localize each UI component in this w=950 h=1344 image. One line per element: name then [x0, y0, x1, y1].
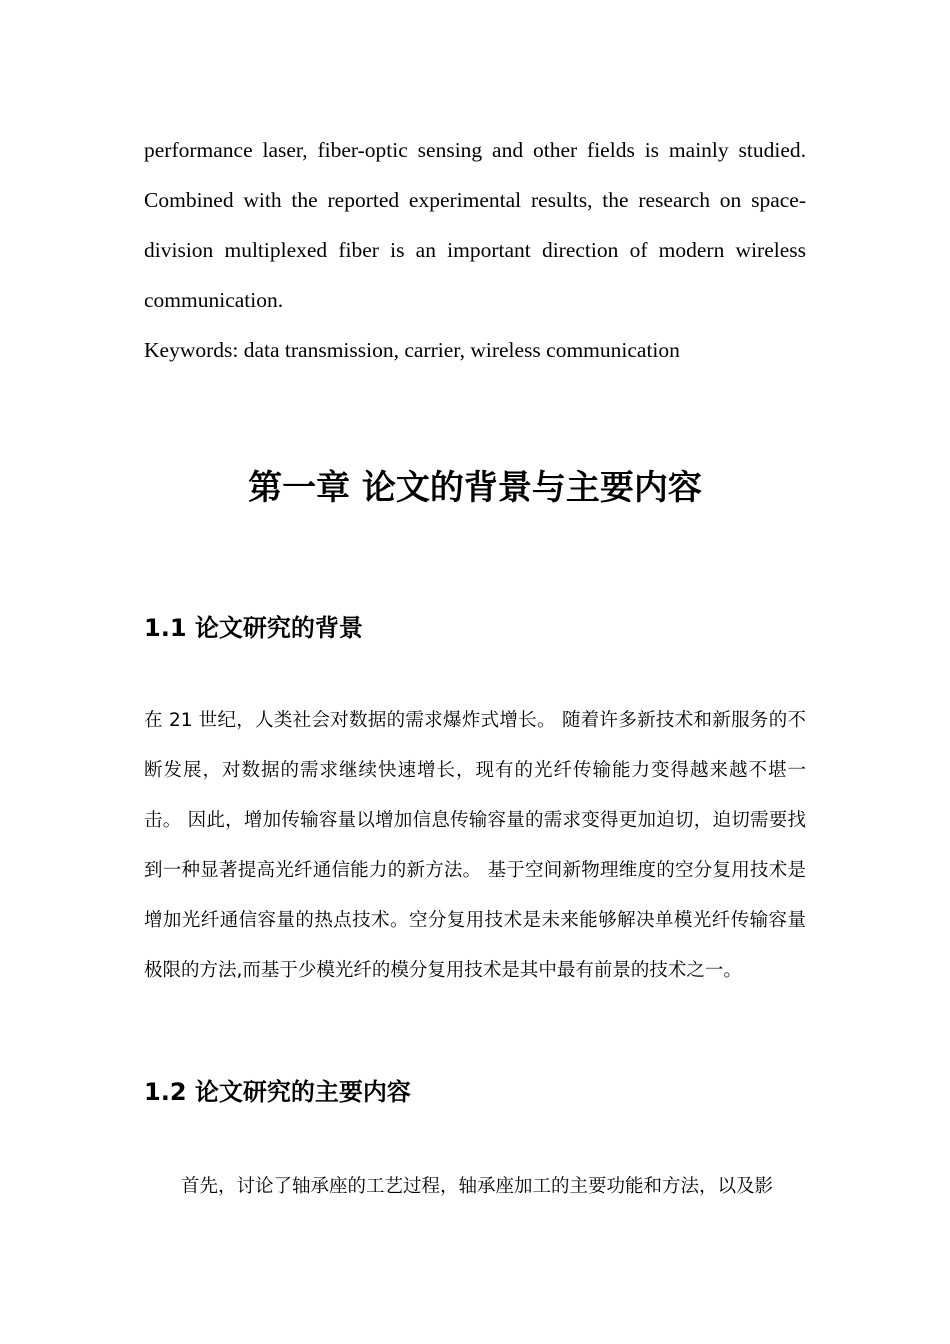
page-content — [144, 125, 806, 1197]
keywords-line: Keywords: data transmission, carrier, wireless communication — [144, 338, 680, 362]
section-1-2-paragraph: 首先，讨论了轴承座的工艺过程，轴承座加工的主要功能和方法，以及影 — [181, 1176, 774, 1197]
chapter-title: 第一章 论文的背景与主要内容 — [248, 468, 702, 508]
section-heading-1-2: 1.2 论文研究的主要内容 — [144, 1078, 411, 1106]
section-heading-1-1: 1.1 论文研究的背景 — [144, 614, 363, 642]
section-1-1-paragraph: 在 21 世纪，人类社会对数据的需求爆炸式增长。 随着许多新技术和新服务的不断发展，对数据的需求继续快速增长，现有的光纤传输能力变得越来越不堪一击。 因此，增加传输容量以增加信息传输容量的需求变得更加迫切，迫切需要找到一种显著提高光纤通信能力的新方法。 基于空间新物理维度的空分复用技术是增加光纤通信容量的热点技术。空分复用技术是未来能够解决单模光纤传输容量极限的方法,而基于少模光纤的模分复用技术是其中最有前景的技术之一。 — [144, 710, 806, 981]
abstract-continuation-paragraph: performance laser, fiber-optic sensing and other fields is mainly studied. Combined with the reported experimental results, the research on space-division multiplexed fiber is an important direction of modern wireless communication. — [144, 138, 806, 312]
